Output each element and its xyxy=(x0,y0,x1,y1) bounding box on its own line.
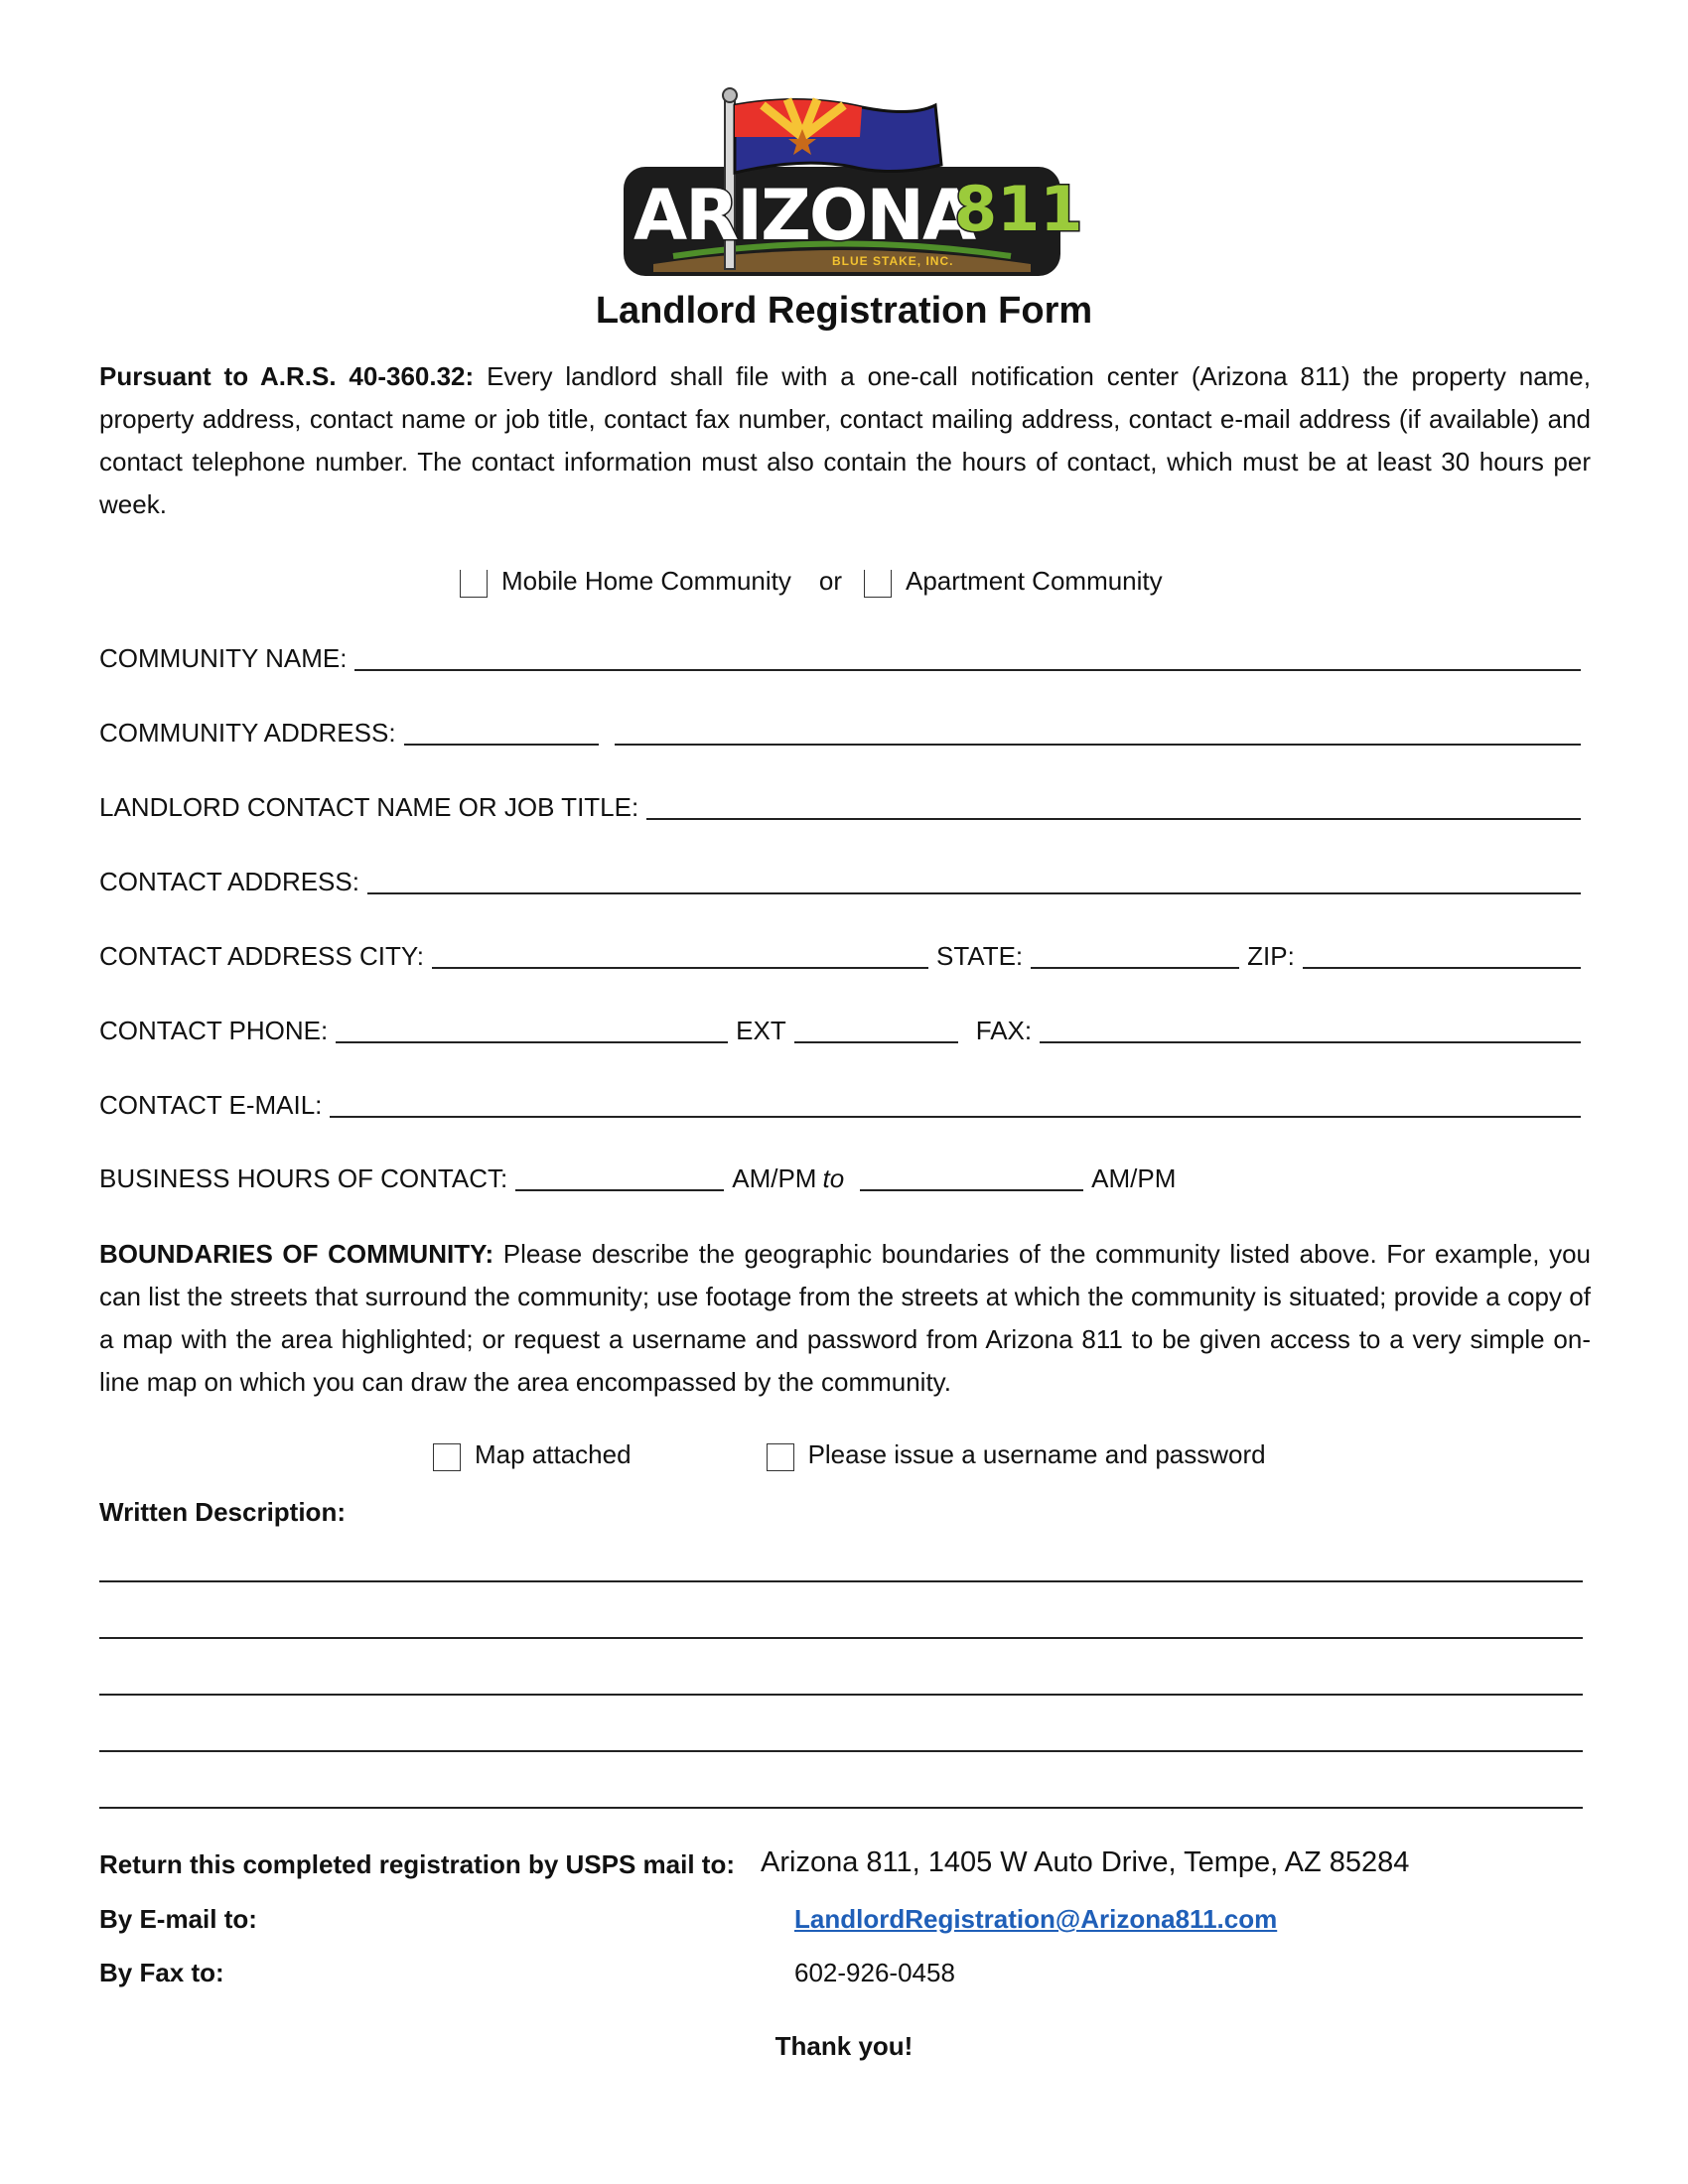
description-line[interactable] xyxy=(99,1750,1583,1752)
phone-label: CONTACT PHONE: xyxy=(99,1016,329,1045)
issue-login-checkbox[interactable] xyxy=(767,1443,794,1471)
mobile-home-checkbox[interactable] xyxy=(460,570,488,598)
city-label: CONTACT ADDRESS CITY: xyxy=(99,941,424,971)
state-field[interactable] xyxy=(1031,941,1239,969)
registration-email-link[interactable]: LandlordRegistration@Arizona811.com xyxy=(794,1904,1278,1934)
community-address-number-field[interactable] xyxy=(404,718,599,746)
intro-text: Every landlord shall file with a one-call notification center (Arizona 811) the property name, property address, contact name or job title, contact fax number, contact mailing address, contact e-mail address (if available) and contact telephone number. The contact information must also contain the hours of contact, which must be at least 30 hours per week. xyxy=(99,361,1591,519)
hours-label: BUSINESS HOURS OF CONTACT: xyxy=(99,1163,508,1193)
city-field[interactable] xyxy=(432,941,928,969)
fax-field[interactable] xyxy=(1040,1016,1581,1043)
landlord-contact-row xyxy=(99,790,1589,824)
hours-end-field[interactable] xyxy=(860,1163,1083,1191)
logo-number: 811 xyxy=(954,173,1083,245)
map-attached-checkbox[interactable] xyxy=(433,1443,461,1471)
community-type-row xyxy=(460,564,1353,598)
state-label: STATE: xyxy=(935,941,1024,971)
hours-row xyxy=(99,1161,1241,1195)
email-to-label: By E-mail to: xyxy=(99,1904,257,1934)
ampm-end-label: AM/PM xyxy=(1091,1163,1177,1193)
contact-address-label: CONTACT ADDRESS: xyxy=(99,867,359,896)
phone-field[interactable] xyxy=(336,1016,728,1043)
issue-login-label: Please issue a username and password xyxy=(807,1439,1266,1469)
contact-address-row xyxy=(99,865,1589,898)
ext-field[interactable] xyxy=(794,1016,958,1043)
boundaries-text: Please describe the geographic boundaries of the community listed above. For example, you can list the streets that surround the community; use footage from the streets at which the community is situated; provide a copy of a map with the area highlighted; or request a username and password from Arizona 811 to be given access to a very simple on-line map on which you can draw the area encompassed by the community. xyxy=(99,1239,1591,1397)
fax-number: 602-926-0458 xyxy=(794,1958,955,1987)
ext-label: EXT xyxy=(736,1016,786,1045)
map-attached-label: Map attached xyxy=(475,1439,632,1469)
boundaries-paragraph xyxy=(99,1233,1591,1404)
description-line[interactable] xyxy=(99,1637,1583,1639)
community-name-field[interactable] xyxy=(354,643,1581,671)
boundaries-lead: BOUNDARIES OF COMMUNITY: xyxy=(99,1239,494,1269)
written-description-label: Written Description: xyxy=(99,1497,346,1527)
intro-paragraph xyxy=(99,355,1591,526)
logo-subtitle: BLUE STAKE, INC. xyxy=(832,254,954,268)
description-line[interactable] xyxy=(99,1807,1583,1809)
ampm-start-label: AM/PM xyxy=(732,1163,817,1193)
community-address-label: COMMUNITY ADDRESS: xyxy=(99,718,396,748)
mail-address: Arizona 811, 1405 W Auto Drive, Tempe, AZ 85284 xyxy=(761,1846,1410,1878)
zip-field[interactable] xyxy=(1303,941,1581,969)
description-line[interactable] xyxy=(99,1694,1583,1696)
apartment-checkbox[interactable] xyxy=(864,570,892,598)
arizona811-logo xyxy=(614,87,1083,286)
map-options-row xyxy=(433,1437,1327,1471)
or-label: or xyxy=(818,566,842,596)
logo-wordmark: ARIZONA xyxy=(633,175,975,256)
community-name-label: COMMUNITY NAME: xyxy=(99,643,348,673)
fax-label: FAX: xyxy=(975,1016,1033,1045)
page-title: Landlord Registration Form xyxy=(595,290,1093,332)
intro-lead: Pursuant to A.R.S. 40-360.32: xyxy=(99,361,475,391)
city-state-zip-row xyxy=(99,939,1589,973)
email-label: CONTACT E-MAIL: xyxy=(99,1090,323,1120)
apartment-label: Apartment Community xyxy=(906,566,1163,596)
landlord-contact-label: LANDLORD CONTACT NAME OR JOB TITLE: xyxy=(99,792,639,822)
hours-start-field[interactable] xyxy=(515,1163,724,1191)
email-field[interactable] xyxy=(330,1090,1581,1118)
contact-address-field[interactable] xyxy=(367,867,1581,894)
mobile-home-label: Mobile Home Community xyxy=(501,566,791,596)
zip-label: ZIP: xyxy=(1247,941,1295,971)
community-address-street-field[interactable] xyxy=(615,718,1581,746)
to-label: to xyxy=(822,1163,845,1193)
mail-label: Return this completed registration by USPS mail to: xyxy=(99,1849,735,1879)
fax-to-label: By Fax to: xyxy=(99,1958,224,1987)
community-address-row xyxy=(99,716,1589,750)
email-row xyxy=(99,1088,1589,1122)
description-line[interactable] xyxy=(99,1580,1583,1582)
phone-row xyxy=(99,1014,1589,1047)
landlord-contact-field[interactable] xyxy=(646,792,1581,820)
thank-you: Thank you! xyxy=(774,2031,914,2061)
community-name-row xyxy=(99,641,1589,675)
